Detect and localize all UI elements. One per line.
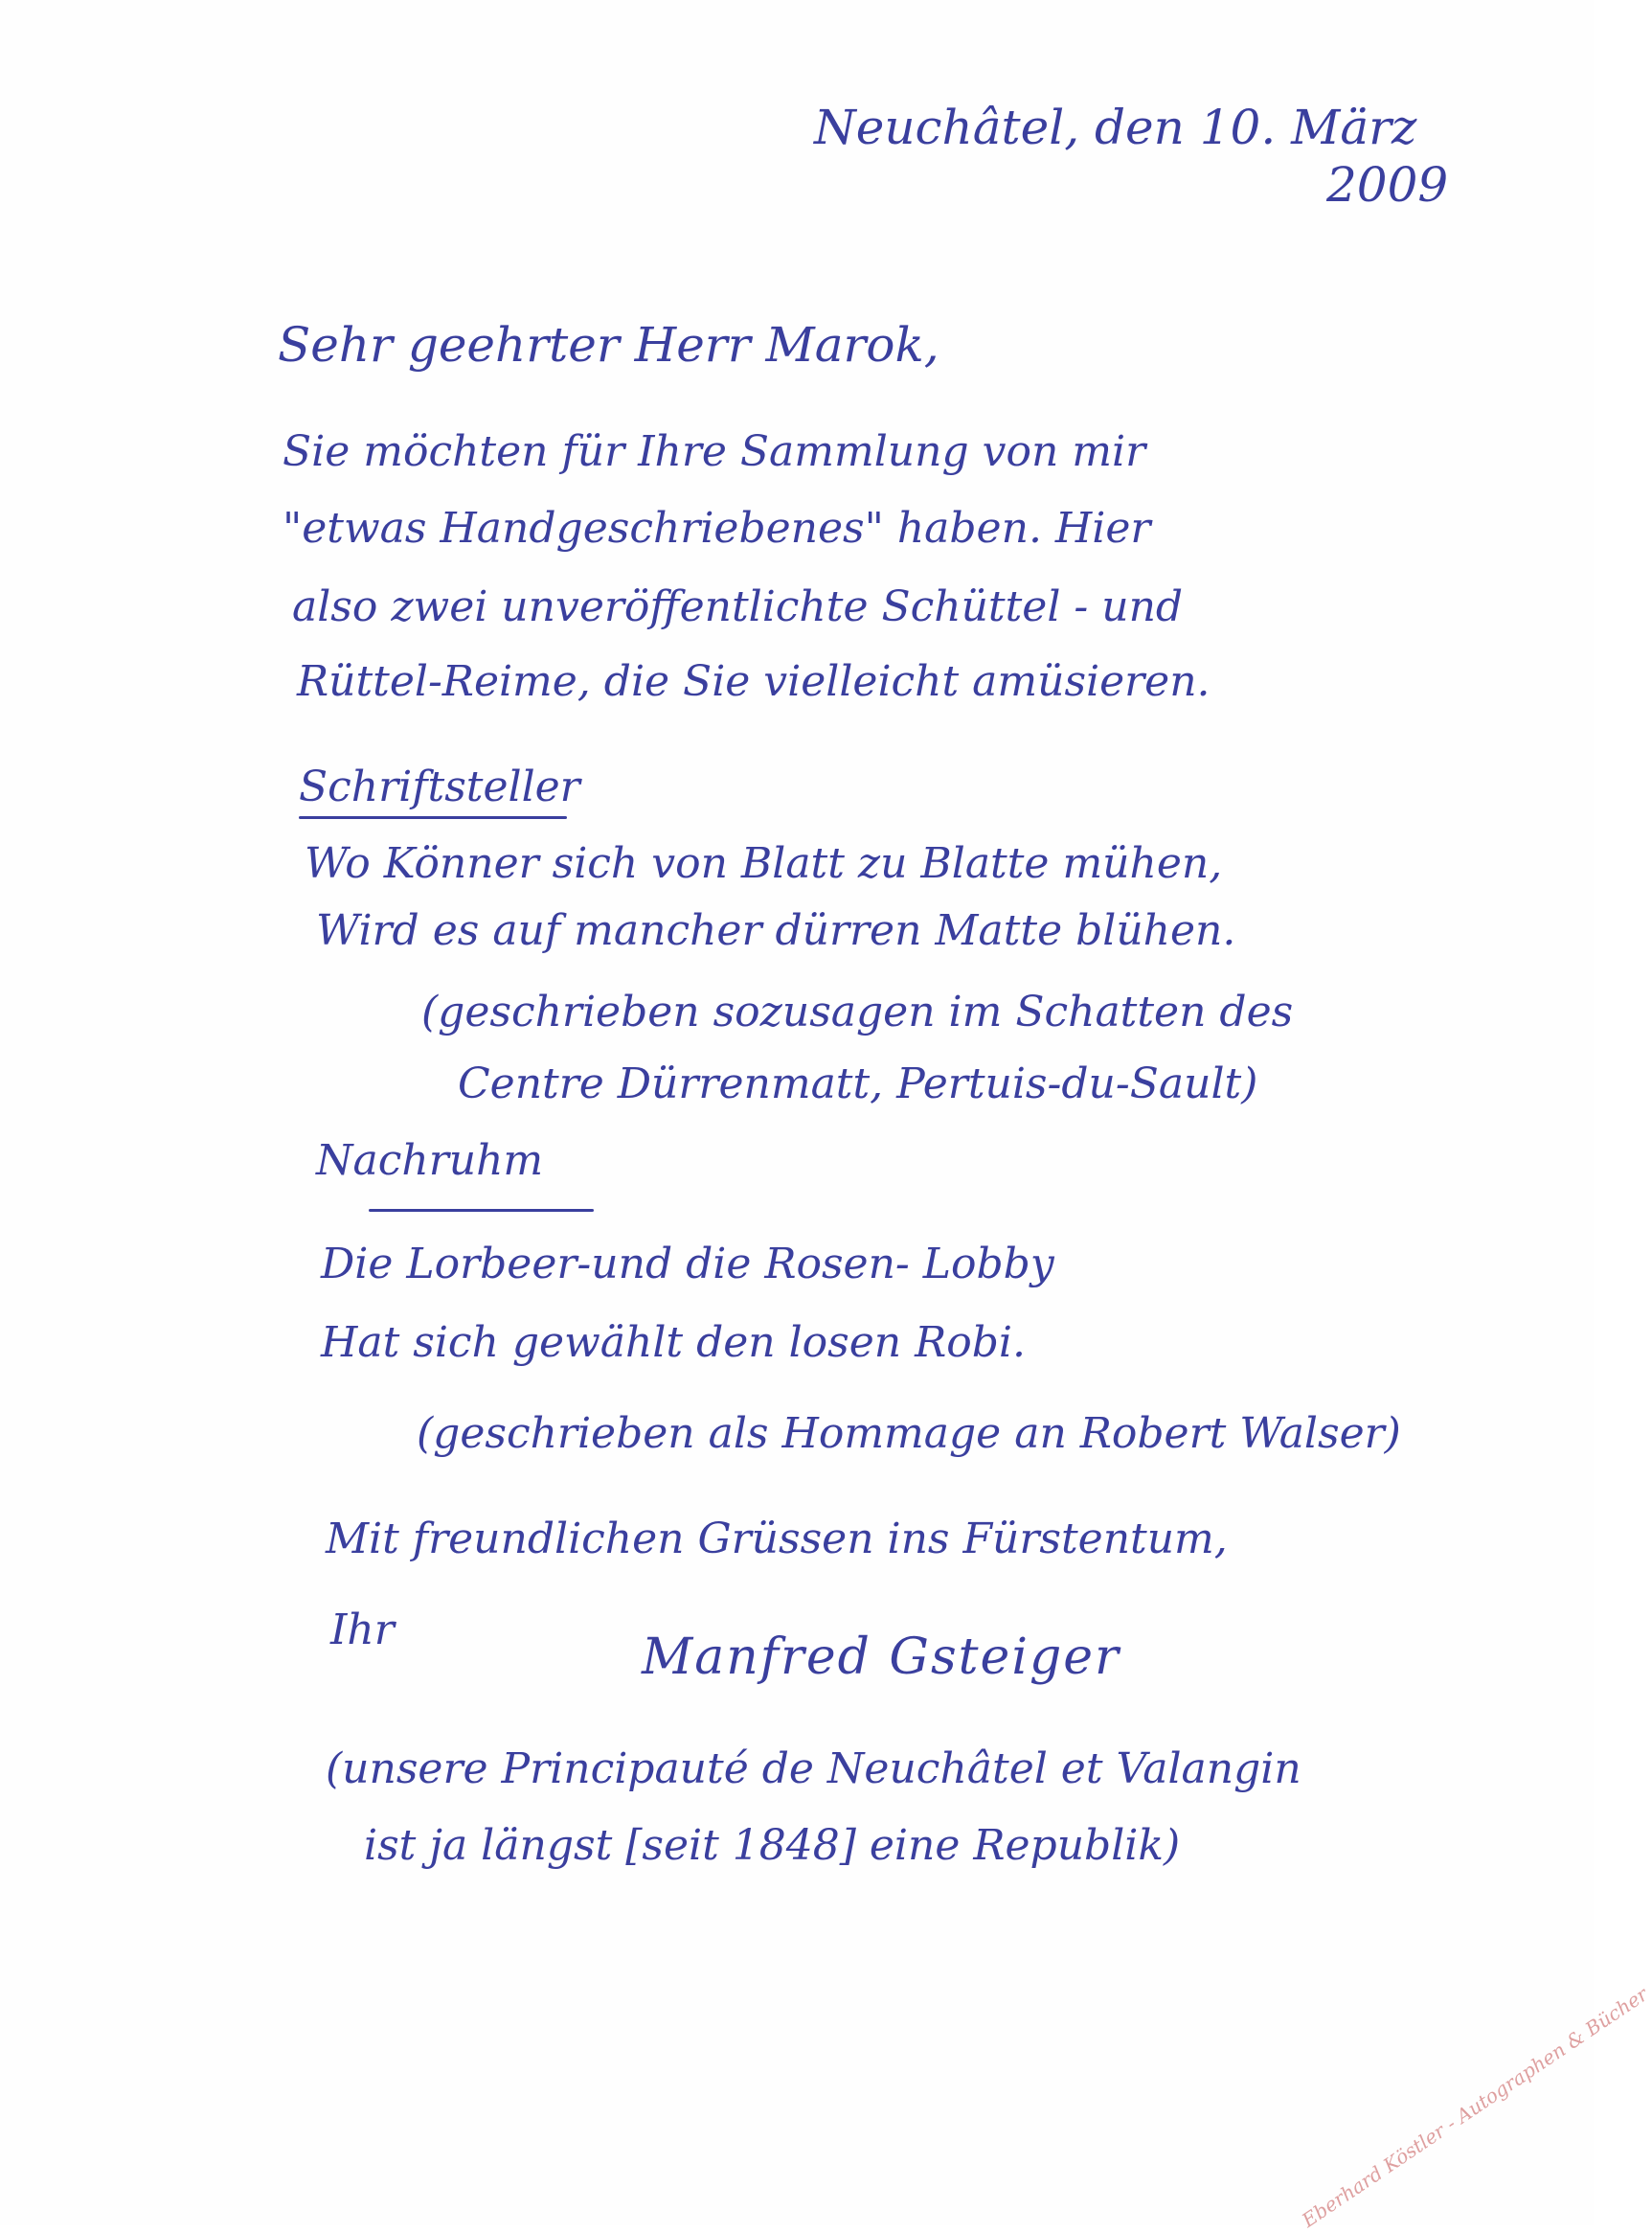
poem1-line-2: Wird es auf mancher dürren Matte blühen. xyxy=(316,906,1236,955)
intro-line-3: also zwei unveröffentlichte Schüttel - und xyxy=(292,582,1184,631)
closing-ihr: Ihr xyxy=(330,1606,395,1654)
intro-line-1: Sie möchten für Ihre Sammlung von mir xyxy=(283,427,1146,476)
poem1-line-1: Wo Könner sich von Blatt zu Blatte mühen, xyxy=(305,839,1223,888)
salutation: Sehr geehrter Herr Marok, xyxy=(278,317,939,373)
intro-line-4: Rüttel-Reime, die Sie vielleicht amüsieren. xyxy=(297,657,1211,706)
place-date-line2: 2009 xyxy=(1326,157,1449,213)
poem2-note: (geschrieben als Hommage an Robert Walser) xyxy=(417,1409,1401,1458)
signature: Manfred Gsteiger xyxy=(642,1628,1120,1686)
poem1-title: Schriftsteller xyxy=(299,763,580,811)
poem2-title-underline xyxy=(369,1209,594,1212)
closing: Mit freundlichen Grüssen ins Fürstentum, xyxy=(326,1515,1228,1563)
poem2-line-1: Die Lorbeer-und die Rosen- Lobby xyxy=(321,1240,1054,1288)
intro-line-2: "etwas Handgeschriebenes" haben. Hier xyxy=(283,504,1151,553)
place-date-line1: Neuchâtel, den 10. März xyxy=(814,100,1417,155)
poem2-line-2: Hat sich gewählt den losen Robi. xyxy=(321,1318,1026,1367)
postscript-line-1: (unsere Principauté de Neuchâtel et Valangin xyxy=(326,1744,1301,1793)
poem1-note-line-2: Centre Dürrenmatt, Pertuis-du-Sault) xyxy=(458,1059,1258,1108)
postscript-line-2: ist ja längst [seit 1848] eine Republik) xyxy=(364,1821,1181,1870)
poem1-note-line-1: (geschrieben sozusagen im Schatten des xyxy=(421,988,1294,1036)
dealer-watermark: Eberhard Köstler - Autographen & Bücher xyxy=(1298,1982,1652,2232)
poem1-title-underline xyxy=(299,816,567,819)
poem2-title: Nachruhm xyxy=(316,1136,544,1185)
